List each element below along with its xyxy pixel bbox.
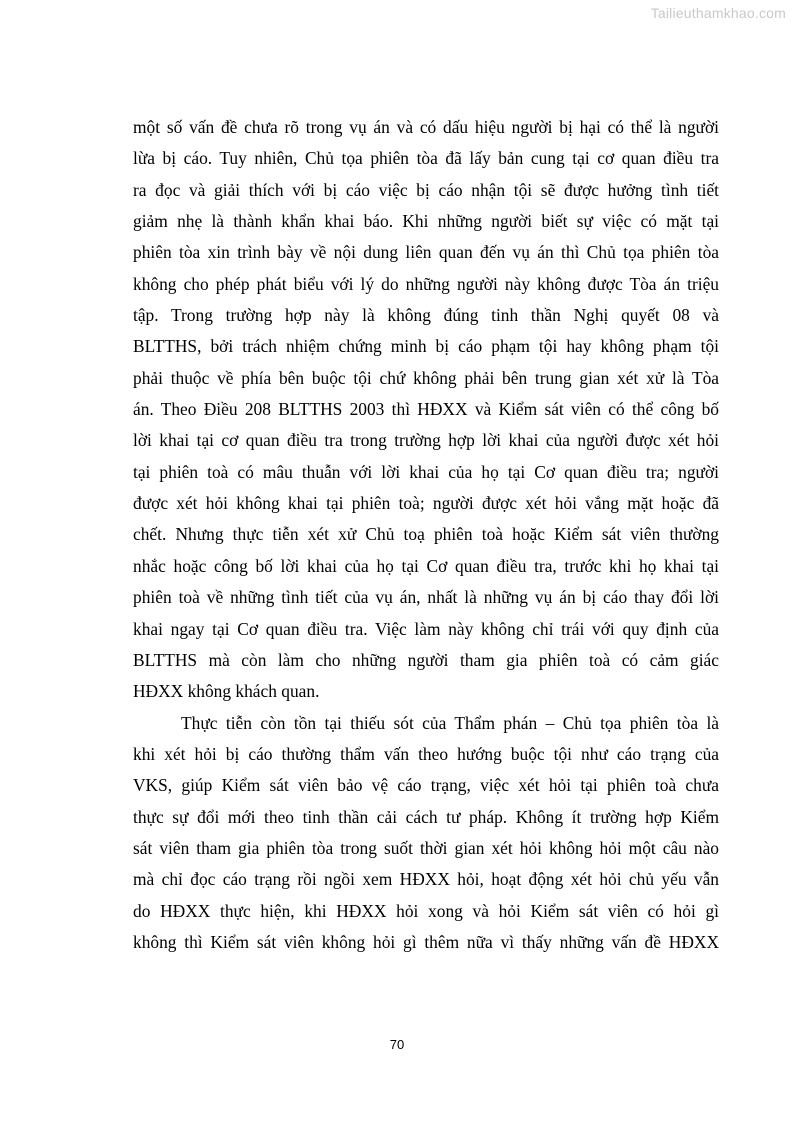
text-line: phiên tòa xin trình bày về nội dung liên quan đến vụ án thì Chủ tọa phiên tòa xyxy=(133,242,719,263)
text-line: phải thuộc về phía bên buộc tội chứ không phải bên trung gian xét xử là Tòa xyxy=(133,367,719,388)
text-line: khai ngay tại Cơ quan điều tra. Việc làm này không chỉ trái với quy định của xyxy=(133,618,719,639)
text-line: ra đọc và giải thích với bị cáo việc bị cáo nhận tội sẽ được hưởng tình tiết xyxy=(133,179,719,200)
paragraph-1 xyxy=(133,112,719,708)
document-body xyxy=(133,112,719,958)
text-line: nhắc hoặc công bố lời khai của họ tại Cơ quan điều tra, trước khi họ khai tại xyxy=(133,555,719,576)
text-line: khi xét hỏi bị cáo thường thẩm vấn theo hướng buộc tội như cáo trạng của xyxy=(133,743,719,764)
text-line: thực sự đổi mới theo tinh thần cải cách tư pháp. Không ít trường hợp Kiểm xyxy=(133,806,719,827)
text-line: BLTTHS, bởi trách nhiệm chứng minh bị cáo phạm tội hay không phạm tội xyxy=(133,336,719,357)
text-line: tập. Trong trường hợp này là không đúng tinh thần Nghị quyết 08 và xyxy=(133,305,719,326)
text-line: một số vấn đề chưa rõ trong vụ án và có dấu hiệu người bị hại có thể là người xyxy=(133,117,719,137)
text-line: sát viên tham gia phiên tòa trong suốt thời gian xét hỏi không hỏi một câu nào xyxy=(133,837,719,858)
text-line: chết. Nhưng thực tiễn xét xử Chủ toạ phiên toà hoặc Kiểm sát viên thường xyxy=(133,524,719,545)
text-line: HĐXX không khách quan. xyxy=(133,681,320,702)
text-line: không cho phép phát biểu với lý do những người này không được Tòa án triệu xyxy=(133,273,719,294)
text-line: BLTTHS mà còn làm cho những người tham gia phiên toà có cảm giác xyxy=(133,649,719,670)
text-line: phiên toà về những tình tiết của vụ án, nhất là những vụ án bị cáo thay đổi lời xyxy=(133,587,719,608)
text-line: giảm nhẹ là thành khẩn khai báo. Khi những người biết sự việc có mặt tại xyxy=(133,211,719,232)
text-line: VKS, giúp Kiểm sát viên bảo vệ cáo trạng, việc xét hỏi tại phiên toà chưa xyxy=(133,775,719,796)
page-number: 70 xyxy=(389,1037,405,1052)
paragraph-2 xyxy=(133,708,719,959)
text-line: không thì Kiểm sát viên không hỏi gì thêm nữa vì thấy những vấn đề HĐXX xyxy=(133,931,719,952)
text-line: được xét hỏi không khai tại phiên toà; người được xét hỏi vắng mặt hoặc đã xyxy=(133,493,719,514)
text-line: án. Theo Điều 208 BLTTHS 2003 thì HĐXX và Kiểm sát viên có thể công bố xyxy=(133,399,719,420)
text-line: mà chỉ đọc cáo trạng rồi ngồi xem HĐXX hỏi, hoạt động xét hỏi chủ yếu vẫn xyxy=(133,869,719,890)
text-line: lời khai tại cơ quan điều tra trong trường hợp lời khai của người được xét hỏi xyxy=(133,430,719,451)
watermark: Tailieuthamkhao.com xyxy=(650,5,786,21)
text-line: do HĐXX thực hiện, khi HĐXX hỏi xong và hỏi Kiểm sát viên có hỏi gì xyxy=(133,900,719,921)
text-line: lừa bị cáo. Tuy nhiên, Chủ tọa phiên tòa đã lấy bản cung tại cơ quan điều tra xyxy=(133,148,719,169)
text-line: Thực tiễn còn tồn tại thiếu sót của Thẩm phán – Chủ tọa phiên tòa là xyxy=(181,712,719,733)
text-line: tại phiên toà có mâu thuẫn với lời khai của họ tại Cơ quan điều tra; người xyxy=(133,461,719,482)
